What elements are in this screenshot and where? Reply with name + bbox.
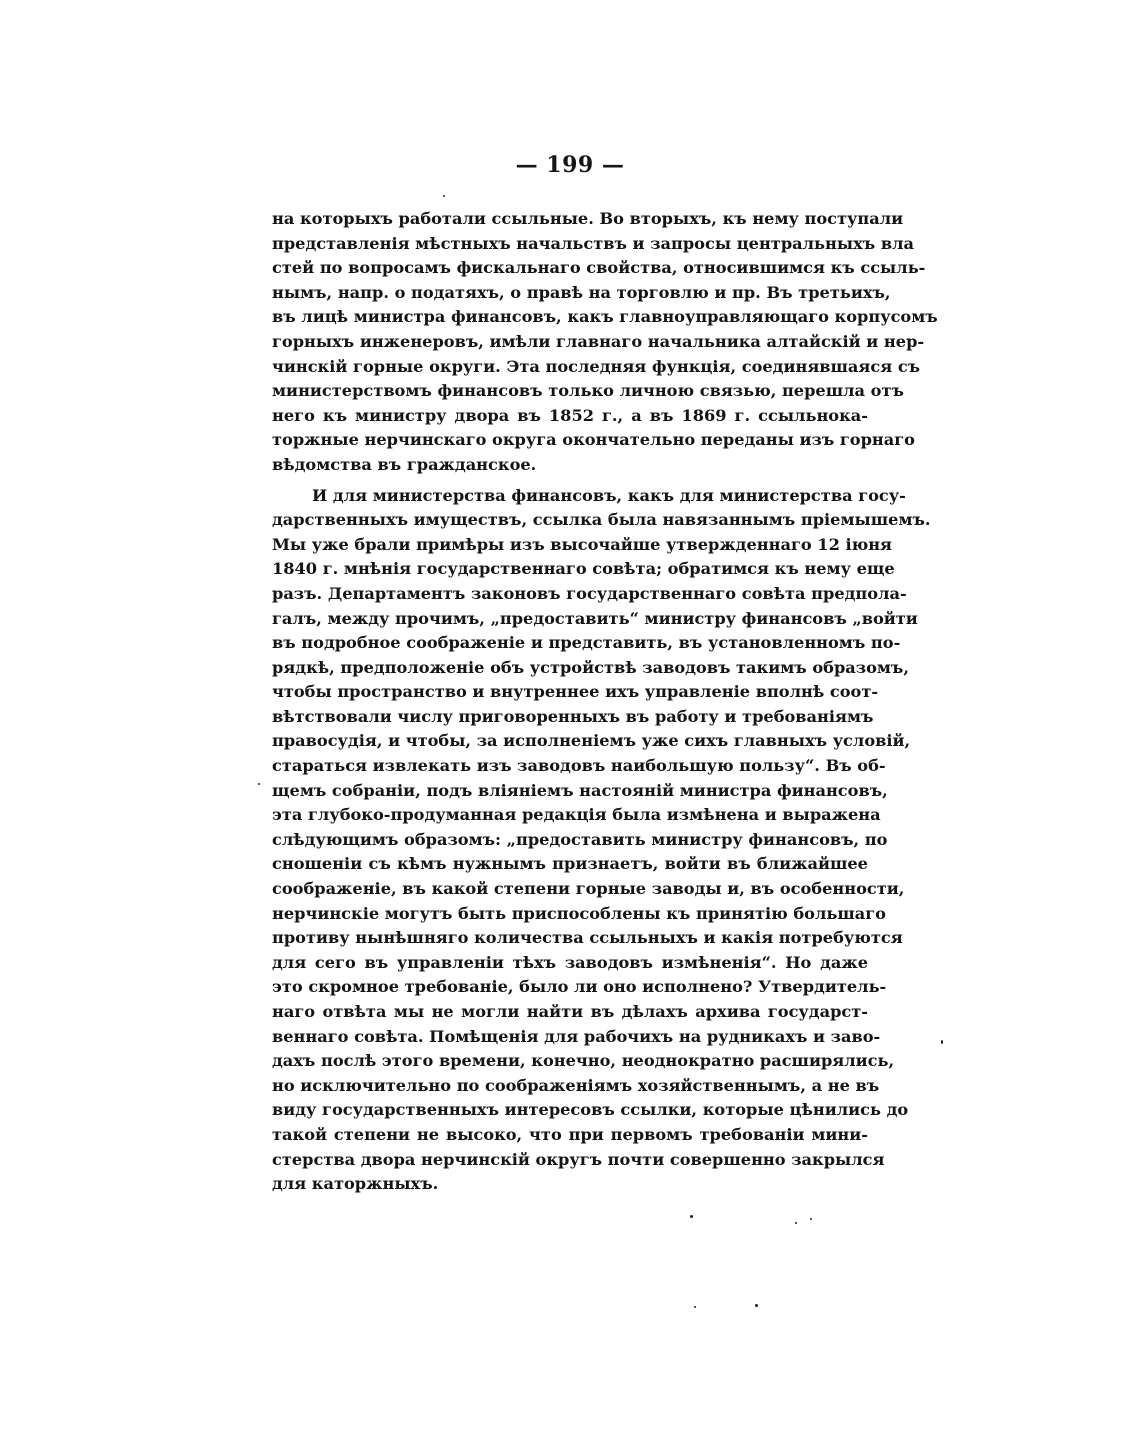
text-line: представленія мѣстныхъ начальствъ и запросы центральныхъ вла: [272, 233, 914, 253]
text-line: стей по вопросамъ фискальнаго свойства, относившимся къ ссыль-: [272, 258, 926, 278]
text-line: рядкѣ, предположеніе объ устройствѣ заводовъ такимъ образомъ,: [272, 657, 909, 677]
text-line: дахъ послѣ этого времени, конечно, неоднократно расширялись,: [272, 1051, 895, 1071]
text-line: виду государственныхъ интересовъ ссылки, которые цѣнились до: [272, 1100, 909, 1120]
text-line: него къ министру двора въ 1852 г., а въ 1869 г. ссыльнока-: [272, 405, 868, 425]
text-line: чтобы пространство и внутреннее ихъ управленіе вполнѣ соот-: [272, 682, 879, 702]
text-line: горныхъ инженеровъ, имѣли главнаго начальника алтайскій и нер-: [272, 331, 925, 351]
text-line: это скромное требованіе, было ли оно исполнено? Утвердитель-: [272, 977, 887, 997]
text-line: противу нынѣшняго количества ссыльныхъ и какія потребуются: [272, 928, 903, 948]
text-line: щемъ собраніи, подъ вліяніемъ настояній министра финансовъ,: [272, 780, 888, 800]
text-line: но исключительно по соображеніямъ хозяйственнымъ, а не въ: [272, 1075, 880, 1095]
scan-speck: [810, 1218, 812, 1220]
scan-speck: [258, 783, 260, 785]
text-line: правосудія, и чтобы, за исполненіемъ уже сихъ главныхъ условій,: [272, 731, 911, 751]
text-line: стараться извлекать изъ заводовъ наибольшую пользу“. Въ об-: [272, 756, 886, 776]
text-line: для сего въ управленіи тѣхъ заводовъ измѣненія“. Но даже: [272, 952, 868, 972]
text-line: въ подробное соображеніе и представить, въ установленномъ по-: [272, 633, 901, 653]
text-line: нерчинскіе могутъ быть приспособлены къ принятію большаго: [272, 903, 886, 923]
text-line: соображеніе, въ какой степени горные заводы и, въ особенности,: [272, 879, 905, 899]
scan-speck: [941, 1040, 943, 1044]
text-line: И для министерства финансовъ, какъ для министерства госу-: [312, 485, 906, 505]
text-line: 1840 г. мнѣнія государственнаго совѣта; обратимся къ нему еще: [272, 559, 895, 579]
text-line: слѣдующимъ образомъ: „предоставить министру финансовъ, по: [272, 829, 888, 849]
text-line: для каторжныхъ.: [272, 1174, 439, 1194]
scan-speck: [795, 1222, 797, 1224]
text-line: сношеніи съ кѣмъ нужнымъ признаетъ, войти въ ближайшее: [272, 854, 868, 874]
text-line: вѣдомства въ гражданское.: [272, 454, 537, 474]
scan-speck: [443, 195, 445, 197]
text-line: такой степени не высоко, что при первомъ требованіи мини-: [272, 1124, 868, 1144]
text-line: дарственныхъ имуществъ, ссылка была навязаннымъ пріемышемъ.: [272, 510, 931, 530]
text-line: веннаго совѣта. Помѣщенія для рабочихъ на рудникахъ и заво-: [272, 1026, 881, 1046]
text-line: въ лицѣ министра финансовъ, какъ главноуправляющаго корпусомъ: [272, 307, 938, 327]
paragraph-1: [272, 207, 938, 478]
scan-speck: [694, 1306, 696, 1308]
text-line: торжные нерчинскаго округа окончательно переданы изъ горнаго: [272, 430, 915, 450]
text-line: министерствомъ финансовъ только личною связью, перешла отъ: [272, 381, 904, 401]
text-line: Мы уже брали примѣры изъ высочайше утвержденнаго 12 іюня: [272, 534, 893, 554]
text-line: чинскій горные округи. Эта последняя функція, соединявшаяся съ: [272, 356, 921, 376]
text-line: на которыхъ работали ссыльные. Во вторыхъ, къ нему поступали: [272, 209, 904, 228]
text-line: разъ. Департаментъ законовъ государственнаго совѣта предпола-: [272, 583, 907, 603]
page-number: — 199 —: [515, 152, 625, 178]
scan-speck: [755, 1304, 758, 1307]
text-line: галъ, между прочимъ, „предоставить“ министру финансовъ „войти: [272, 608, 918, 628]
text-line: эта глубоко-продуманная редакція была измѣнена и выражена: [272, 805, 881, 825]
text-line: стерства двора нерчинскій округъ почти совершенно закрылся: [272, 1149, 885, 1169]
text-line: нымъ, напр. о податяхъ, о правѣ на торговлю и пр. Въ третьихъ,: [272, 282, 891, 302]
body-text: [272, 207, 938, 1197]
scan-speck: [690, 1215, 693, 1218]
text-line: наго отвѣта мы не могли найти въ дѣлахъ архива государст-: [272, 1002, 868, 1021]
paragraph-2: [272, 484, 931, 1197]
text-line: вѣтствовали числу приговоренныхъ въ работу и требованіямъ: [272, 706, 874, 726]
